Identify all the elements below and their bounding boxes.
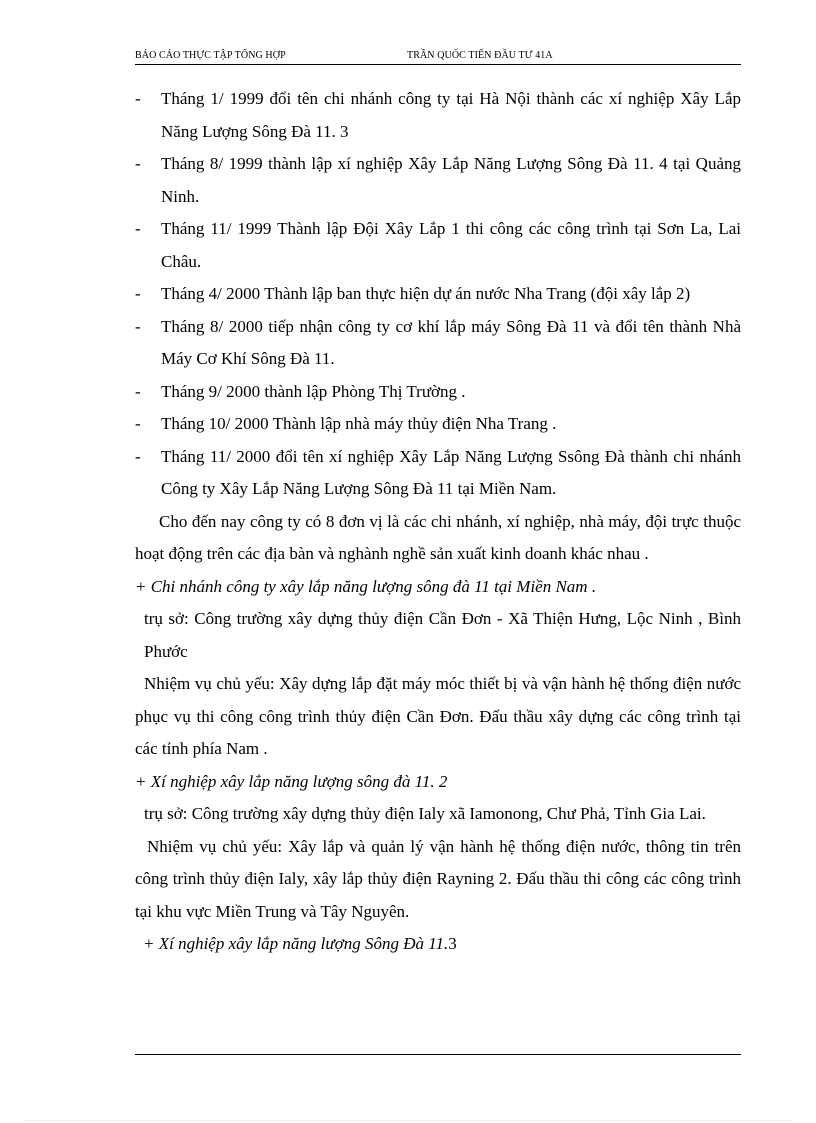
history-item: - Tháng 8/ 2000 tiếp nhận công ty cơ khí lắp máy Sông Đà 11 và đổi tên thành Nhà Máy Cơ Khí Sông Đà 11. bbox=[135, 311, 741, 376]
bullet-dash: - bbox=[135, 414, 141, 433]
bullet-dash: - bbox=[135, 284, 141, 303]
header-report-title: BÁO CÁO THỰC TẬP TỔNG HỢP bbox=[135, 50, 286, 61]
bullet-dash: - bbox=[135, 446, 141, 466]
page-bottom-dotted-line bbox=[25, 1120, 791, 1121]
history-item: - Tháng 11/ 1999 Thành lập Đội Xây Lắp 1 thi công các công trình tại Sơn La, Lai Châu. bbox=[135, 213, 741, 278]
document-body bbox=[135, 83, 741, 961]
page-header bbox=[135, 48, 741, 65]
unit1-task: Nhiệm vụ chủ yếu: Xây dựng lắp đặt máy móc thiết bị và vận hành hệ thống điện nước phục vụ thi công công trình thủy điện Cần Đơn. Đấu thầu xây dựng các công trình tại các tỉnh phía Nam . bbox=[135, 674, 741, 758]
header-author: TRẦN QUỐC TIẾN ĐẦU TƯ 41A bbox=[407, 50, 553, 61]
unit1-heading: + Chi nhánh công ty xây lắp năng lượng sông đà 11 tại Miền Nam . bbox=[135, 576, 597, 596]
history-item: - Tháng 9/ 2000 thành lập Phòng Thị Trường . bbox=[135, 376, 741, 409]
unit3-heading: + Xí nghiệp xây lắp năng lượng Sông Đà 11.3 bbox=[143, 934, 457, 953]
history-item: - Tháng 8/ 1999 thành lập xí nghiệp Xây Lắp Năng Lượng Sông Đà 11. 4 tại Quảng Ninh. bbox=[135, 148, 741, 213]
unit2-address: trụ sở: Công trường xây dựng thủy điện Ialy xã Iamonong, Chư Phả, Tỉnh Gia Lai. bbox=[144, 804, 706, 823]
history-item: - Tháng 10/ 2000 Thành lập nhà máy thủy điện Nha Trang . bbox=[135, 408, 741, 441]
unit2-task: Nhiệm vụ chủ yếu: Xây lắp và quản lý vận hành hệ thống điện nước, thông tin trên công trình thủy điện Ialy, xây lắp thủy điện Rayning 2. Đấu thầu thi công các công trình tại khu vực Miền Trung và Tây Nguyên. bbox=[135, 836, 741, 921]
bullet-dash: - bbox=[135, 154, 141, 173]
history-item: - Tháng 11/ 2000 đổi tên xí nghiệp Xây Lắp Năng Lượng Ssông Đà thành chi nhánh Công ty Xây Lắp Năng Lượng Sông Đà 11 tại Miền Nam. bbox=[135, 441, 741, 506]
intro-paragraph: Cho đến nay công ty có 8 đơn vị là các chi nhánh, xí nghiệp, nhà máy, đội trực thuộc hoạt động trên các địa bàn và nghành nghề sản xuất kinh doanh khác nhau . bbox=[135, 511, 741, 563]
bullet-dash: - bbox=[135, 316, 141, 336]
bullet-dash: - bbox=[135, 219, 141, 238]
bullet-dash: - bbox=[135, 89, 141, 108]
history-item: - Tháng 4/ 2000 Thành lập ban thực hiện dự án nước Nha Trang (đội xây lắp 2) bbox=[135, 278, 741, 311]
unit1-address: trụ sở: Công trường xây dựng thủy điện Cần Đơn - Xã Thiện Hưng, Lộc Ninh , Bình Phước bbox=[144, 609, 741, 661]
bullet-dash: - bbox=[135, 381, 141, 401]
footer-rule bbox=[135, 1054, 741, 1055]
history-item: - Tháng 1/ 1999 đổi tên chi nhánh công ty tại Hà Nội thành các xí nghiệp Xây Lắp Năng Lượng Sông Đà 11. 3 bbox=[135, 83, 741, 148]
unit2-heading: + Xí nghiệp xây lắp năng lượng sông đà 11. 2 bbox=[135, 771, 448, 791]
